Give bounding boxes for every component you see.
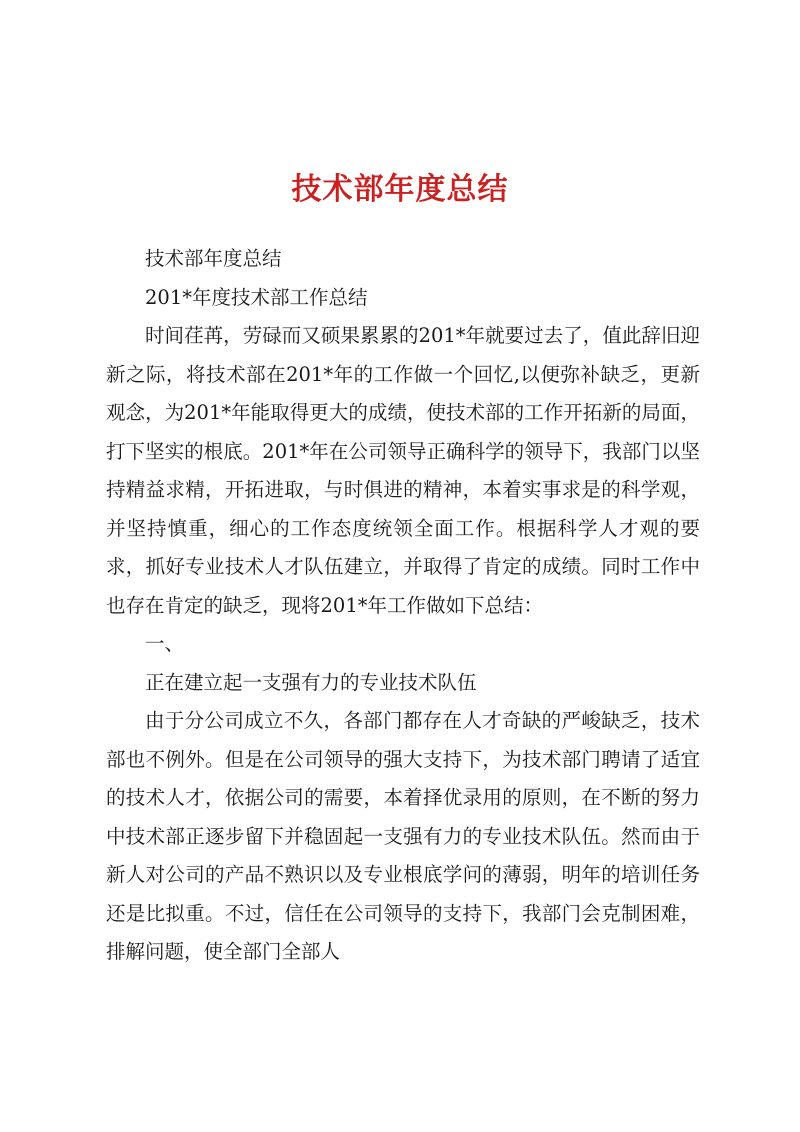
paragraph-section-body: 由于分公司成立不久，各部门都存在人才奇缺的严峻缺乏，技术部也不例外。但是在公司领导的强大支持下，为技术部门聘请了适宜的技术人才，依据公司的需要，本着择优录用的原则，在不断的努力中技术部正逐步留下并稳固起一支强有力的专业技术队伍。然而由于新人对公司的产品不熟识以及专业根底学问的薄弱，明年的培训任务还是比拟重。不过，信任在公司领导的支持下，我部门会克制困难，排解问题，使全部门全部人 <box>106 709 700 963</box>
document-body <box>106 240 700 972</box>
section-heading: 正在建立起一支强有力的专业技术队伍 <box>145 670 477 694</box>
section-number: 一、 <box>145 632 185 655</box>
document-title: 技术部年度总结 <box>291 172 509 207</box>
paragraph-subtitle: 201*年度技术部工作总结 <box>145 285 368 309</box>
paragraph-heading: 技术部年度总结 <box>145 247 282 270</box>
paragraph-intro: 时间荏苒，劳碌而又硕果累累的201*年就要过去了，值此辞旧迎新之际，将技术部在201*年的工作做一个回忆,以便弥补缺乏，更新观念，为201*年能取得更大的成绩，使技术部的工作开拓新的局面，打下坚实的根底。201*年在公司领导正确科学的领导下，我部门以坚持精益求精，开拓进取，与时俱进的精神，本着实事求是的科学观，并坚持慎重，细心的工作态度统领全面工作。根据科学人才观的要求，抓好专业技术人才队伍建立，并取得了肯定的成绩。同时工作中也存在肯定的缺乏，现将201*年工作做如下总结： <box>106 324 700 617</box>
